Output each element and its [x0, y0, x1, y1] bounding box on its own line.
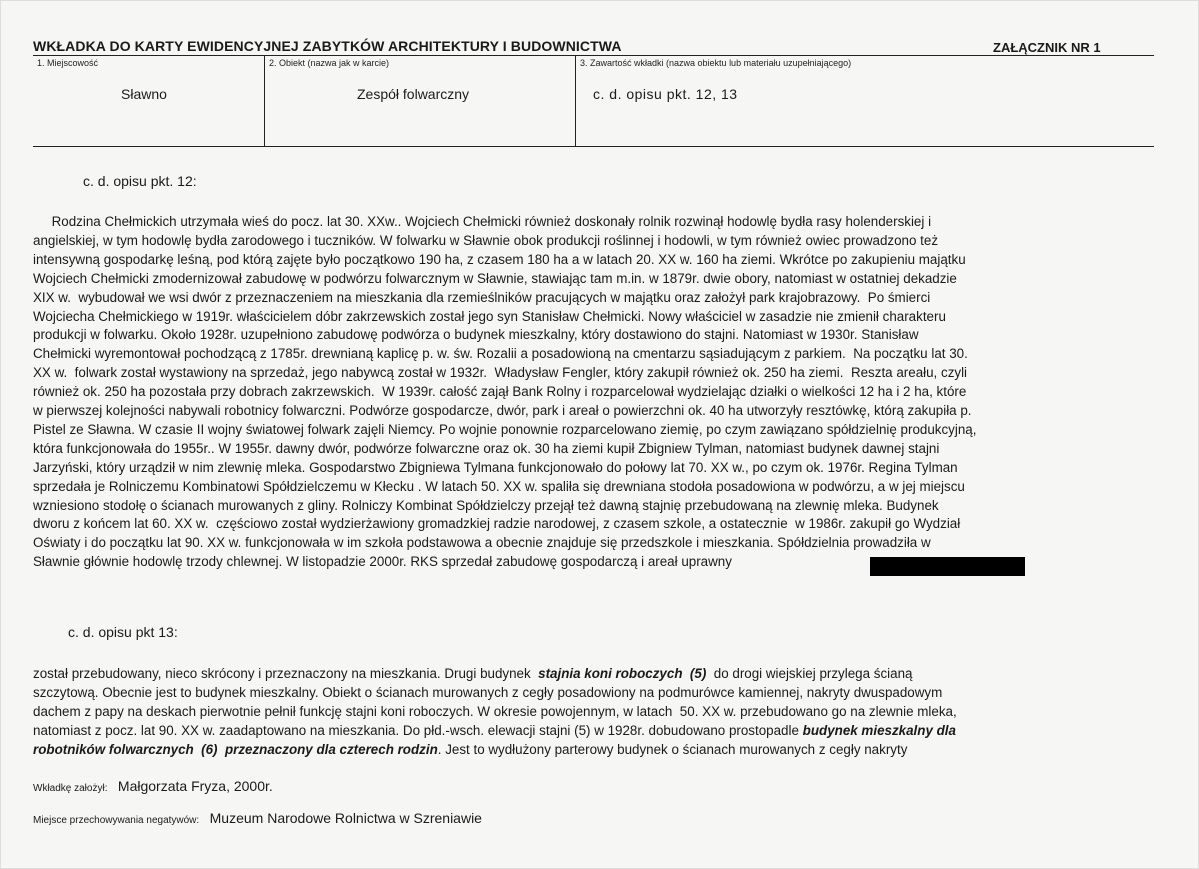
- section-12-line: Sławnie głównie hodowlę trzody chlewnej. W listopadzie 2000r. RKS sprzedał zabudowę gospodarczą i areał uprawny: [33, 554, 732, 570]
- section-12-line: Jarzyński, który urządził w nim zlewnię mleka. Gospodarstwo Zbigniewa Tylmana funkcjonowało do połowy lat 70. XX w., po czym ok. 1976r. Regina Tylman: [33, 459, 958, 475]
- storage-value: Muzeum Narodowe Rolnictwa w Szreniawie: [209, 810, 482, 826]
- section-12-line: która funkcjonowała do 1955r.. W 1955r. dawny dwór, podwórze folwarczne oraz ok. 30 ha ziemi kupił Zbigniew Tylman, natomiast budynek dawnej stajni: [33, 440, 940, 456]
- card-title: WKŁADKA DO KARTY EWIDENCYJNEJ ZABYTKÓW ARCHITEKTURY I BUDOWNICTWA: [33, 38, 622, 54]
- section-13-line: dachem z papy na deskach pierwotnie pełnił funkcję stajni koni roboczych. W okresie powojennym, w latach 50. XX w. przebudowano go na zlewnie mleka,: [33, 704, 957, 719]
- storage-row: [33, 810, 482, 828]
- author-label: Wkładkę założył:: [33, 783, 108, 794]
- section-12-line: również ok. 250 ha pozostała przy dobrach zakrzewskich. W 1939r. całość zajął Bank Rolny i rozparcelował wydzielając działki o wielkości 12 ha i 2 ha, które: [33, 384, 967, 400]
- section-12-line: Wojciecha Chełmickiego w 1919r. właścicielem dóbr zakrzewskich został jego syn Stanisław Chełmicki. Nowy właściciel w zasadzie nie zmienił charakteru: [33, 308, 946, 324]
- annex-number: ZAŁĄCZNIK NR 1: [993, 40, 1101, 55]
- section-13-heading: c. d. opisu pkt 13:: [68, 624, 178, 640]
- section-13-line: natomiast z pocz. lat 90. XX w. zaadaptowano na mieszkania. Do płd.-wsch. elewacji stajni (5) w 1928r. dobudowano prostopadle budynek mieszkalny dla: [33, 723, 956, 738]
- section-12-heading: c. d. opisu pkt. 12:: [83, 173, 197, 189]
- content-cell: [575, 56, 1155, 146]
- locality-value: Sławno: [121, 86, 167, 102]
- storage-label: Miejsce przechowywania negatywów:: [33, 815, 200, 826]
- section-13-line: został przebudowany, nieco skrócony i przeznaczony na mieszkania. Drugi budynek stajnia koni roboczych (5) do drogi wiejskiej przylega ścianą: [33, 666, 913, 681]
- section-12-line: dworu z końcem lat 60. XX w. częściowo został wydzierżawiony gromadzkiej radzie narodowej, z czasem szkole, a ostatecznie w 1986r. zakupił go Wydział: [33, 516, 961, 532]
- section-12-line: Pistel ze Sławna. W czasie II wojny światowej folwark zajęli Niemcy. Po wojnie ponownie rozparcelowano ziemię, po czym zawiązano spółdzielnię produkcyjną,: [33, 421, 977, 437]
- redaction-bar: [870, 557, 1025, 576]
- section-12-line: intensywną gospodarkę leśną, pod którą zajęte było początkowo 190 ha, z czasem 180 ha a w latach 20. XX w. 160 ha ziemi. Wkrótce po zakupieniu majątku: [33, 251, 966, 267]
- section-12-line: wzniesiono stodołę o ścianach murowanych z gliny. Rolniczy Kombinat Spółdzielczy przejął też dawną stajnię przebudowaną na zlewnię mleka. Budynek: [33, 497, 939, 513]
- section-12-line: Wojciech Chełmicki zmodernizował zabudowę w podwórzu folwarcznym w Sławnie, stawiając tam m.in. w 1879r. dwie obory, natomiast w ostatniej dekadzie: [33, 270, 957, 286]
- locality-label: 1. Miejscowość: [37, 58, 99, 68]
- section-13-line: szczytową. Obecnie jest to budynek mieszkalny. Obiekt o ścianach murowanych z cegły posadowiony na podmurówce kamiennej, nakryty dwuspadowym: [33, 685, 943, 700]
- section-12-line: w pierwszej kolejności nabywali robotnicy folwarczni. Podwórze gospodarcze, dwór, park i areał o powierzchni ok. 40 ha utworzyły resztówkę, którą zakupiła p.: [33, 403, 972, 418]
- locality-cell: [33, 56, 263, 146]
- object-value: Zespół folwarczny: [357, 86, 470, 102]
- section-12-line: angielskiej, w tym hodowlę bydła zarodowego i tuczników. W folwarku w Sławnie obok produkcji roślinnej i hodowli, w tym również owiec prowadzono też: [33, 232, 939, 248]
- emphasis-stable: stajnia koni roboczych (5): [538, 666, 707, 681]
- emphasis-workers: robotników folwarcznych (6) przeznaczony dla czterech rodzin: [33, 742, 438, 757]
- content-label: 3. Zawartość wkładki (nazwa obiektu lub materiału uzupełniającego): [580, 58, 852, 68]
- author-value: Małgorzata Fryza, 2000r.: [117, 778, 273, 794]
- object-cell: [264, 56, 576, 146]
- section-12-line: produkcji w folwarku. Około 1928r. uzupełniono zabudowę podwórza o budynek mieszkalny, który dostawiono do stajni. Natomiast w 1930r. Stanisław: [33, 327, 919, 343]
- author-row: [33, 778, 273, 796]
- section-12-line: Oświaty i do początku lat 90. XX w. funkcjonowała w im szkoła podstawowa a obecnie znajduje się przedszkole i mieszkania. Spółdzielnia prowadziła w: [33, 535, 931, 551]
- section-12-line: XX w. folwark został wystawiony na sprzedaż, jego nabywcą został w 1932r. Władysław Fengler, który zakupił również ok. 250 ha ziemi. Reszta areału, czyli: [33, 365, 968, 381]
- section-13-line: robotników folwarcznych (6) przeznaczony dla czterech rodzin. Jest to wydłużony parterowy budynek o ścianach murowanych z cegły nakryty: [33, 742, 908, 757]
- emphasis-residential: budynek mieszkalny dla: [802, 723, 956, 738]
- section-12-line: XIX w. wybudował we wsi dwór z przeznaczeniem na mieszkania dla rzemieślników pracujących w majątku oraz założył park krajobrazowy. Po śmierci: [33, 289, 931, 305]
- form-header-table: [33, 55, 1154, 147]
- content-value: c. d. opisu pkt. 12, 13: [593, 86, 738, 102]
- section-12-line: sprzedała je Rolniczemu Kombinatowi Spółdzielczemu w Kłecku . W latach 50. XX w. spaliła się drewniana stodoła posadowiona w podwórzu, a w jej miejscu: [33, 478, 965, 494]
- object-label: 2. Obiekt (nazwa jak w karcie): [269, 58, 390, 68]
- section-12-line: Rodzina Chełmickich utrzymała wieś do pocz. lat 30. XXw.. Wojciech Chełmicki również doskonały rolnik rozwinął hodowlę bydła rasy holenderskiej i: [33, 214, 932, 229]
- section-12-line: Chełmicki wyremontował pochodzącą z 1785r. drewnianą kaplicę p. w. św. Rozalii a posadowioną na cmentarzu sąsiadującym z parkiem. Na początku lat 30.: [33, 346, 968, 362]
